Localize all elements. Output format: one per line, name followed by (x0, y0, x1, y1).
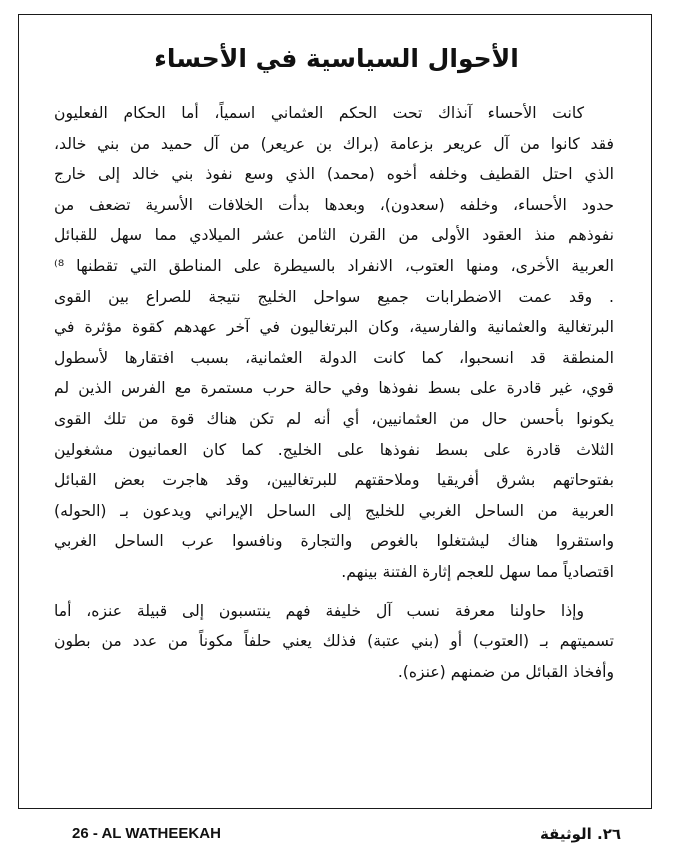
text-line: العربية من الساحل الغربي للخليج إلى الساحل الإيراني ويدعون بـ (الحوله) (54, 501, 614, 520)
text-line: يكونوا بأحسن حال من العثمانيين، أي أنه لم تكن هناك قوة من تلك القوى (54, 409, 614, 428)
text-line: قوي، غير قادرة على بسط نفوذها وفي حالة حرب مستمرة مع الفرس الذين لم (54, 379, 614, 398)
text-line: البرتغالية والعثمانية والفارسية، وكان البرتغاليون في آخر عهدهم كقوة مؤثرة في (54, 318, 614, 337)
text-line: وإذا حاولنا معرفة نسب آل خليفة فهم ينتسبون إلى قبيلة عنزه، أما (54, 601, 584, 620)
text-line: فقد كانوا من آل عريعر بزعامة (براك بن عريعر) من آل حميد من بني خالد، (54, 134, 614, 153)
page-title: الأحوال السياسية في الأحساء (154, 44, 519, 73)
text-line: اقتصادياً مما سهل للعجم إثارة الفتنة بينهم. (341, 562, 614, 581)
paragraph-spacer (54, 588, 614, 596)
footer-page-label-arabic: ٢٦. الوثيقة (539, 825, 621, 843)
text-line: بفتوحاتهم بشرق أفريقيا وملاحقتهم للبرتغاليين، وقد هاجرت بعض القبائل (54, 471, 614, 490)
text-line: واستقروا هناك ليشتغلوا بالغوص والتجارة ونافسوا عرب الساحل الغربي (54, 532, 614, 551)
article-body (54, 98, 614, 687)
text-line: وأفخاذ القبائل من ضمنهم (عنزه). (397, 662, 614, 681)
footer-page-label-latin: 26 - AL WATHEEKAH (72, 825, 221, 842)
page-footer (0, 822, 673, 846)
paragraph (54, 98, 614, 588)
paragraph (54, 596, 614, 688)
text-line: حدود الأحساء، وخلفه (سعدون)، وبعدها بدأت الخلافات الأسرية تضعف من (54, 195, 614, 214)
text-line: المنطقة قد انسحبوا، كما كانت الدولة العثمانية، بسبب افتقارها لأسطول (54, 348, 614, 367)
text-line: الثلاث قادرة على بسط نفوذها على الخليج. كما كان العمانيون مشغولين (54, 440, 614, 459)
text-line: كانت الأحساء آنذاك تحت الحكم العثماني اسمياً، أما الحكام الفعليون (54, 104, 584, 122)
text-line: الذي احتل القطيف وخلفه أخوه (محمد) الذي وسع نفوذ بني خالد إلى خارج (54, 165, 614, 184)
text-line: العربية الأخرى، ومنها العتوب، الانفراد بالسيطرة على المناطق التي تقطنها ⁸⁾ (54, 256, 614, 275)
text-line: . وقد عمت الاضطرابات جميع سواحل الخليج نتيجة للصراع بين القوى (54, 287, 614, 306)
text-line: تسميتهم بـ (العتوب) أو (بني عتبة) فذلك يعني حلفاً مكوناً من عدد من بطون (54, 632, 614, 651)
text-line: نفوذهم منذ العقود الأولى من القرن الثامن عشر الميلادي مما سهل للقبائل (54, 226, 614, 245)
